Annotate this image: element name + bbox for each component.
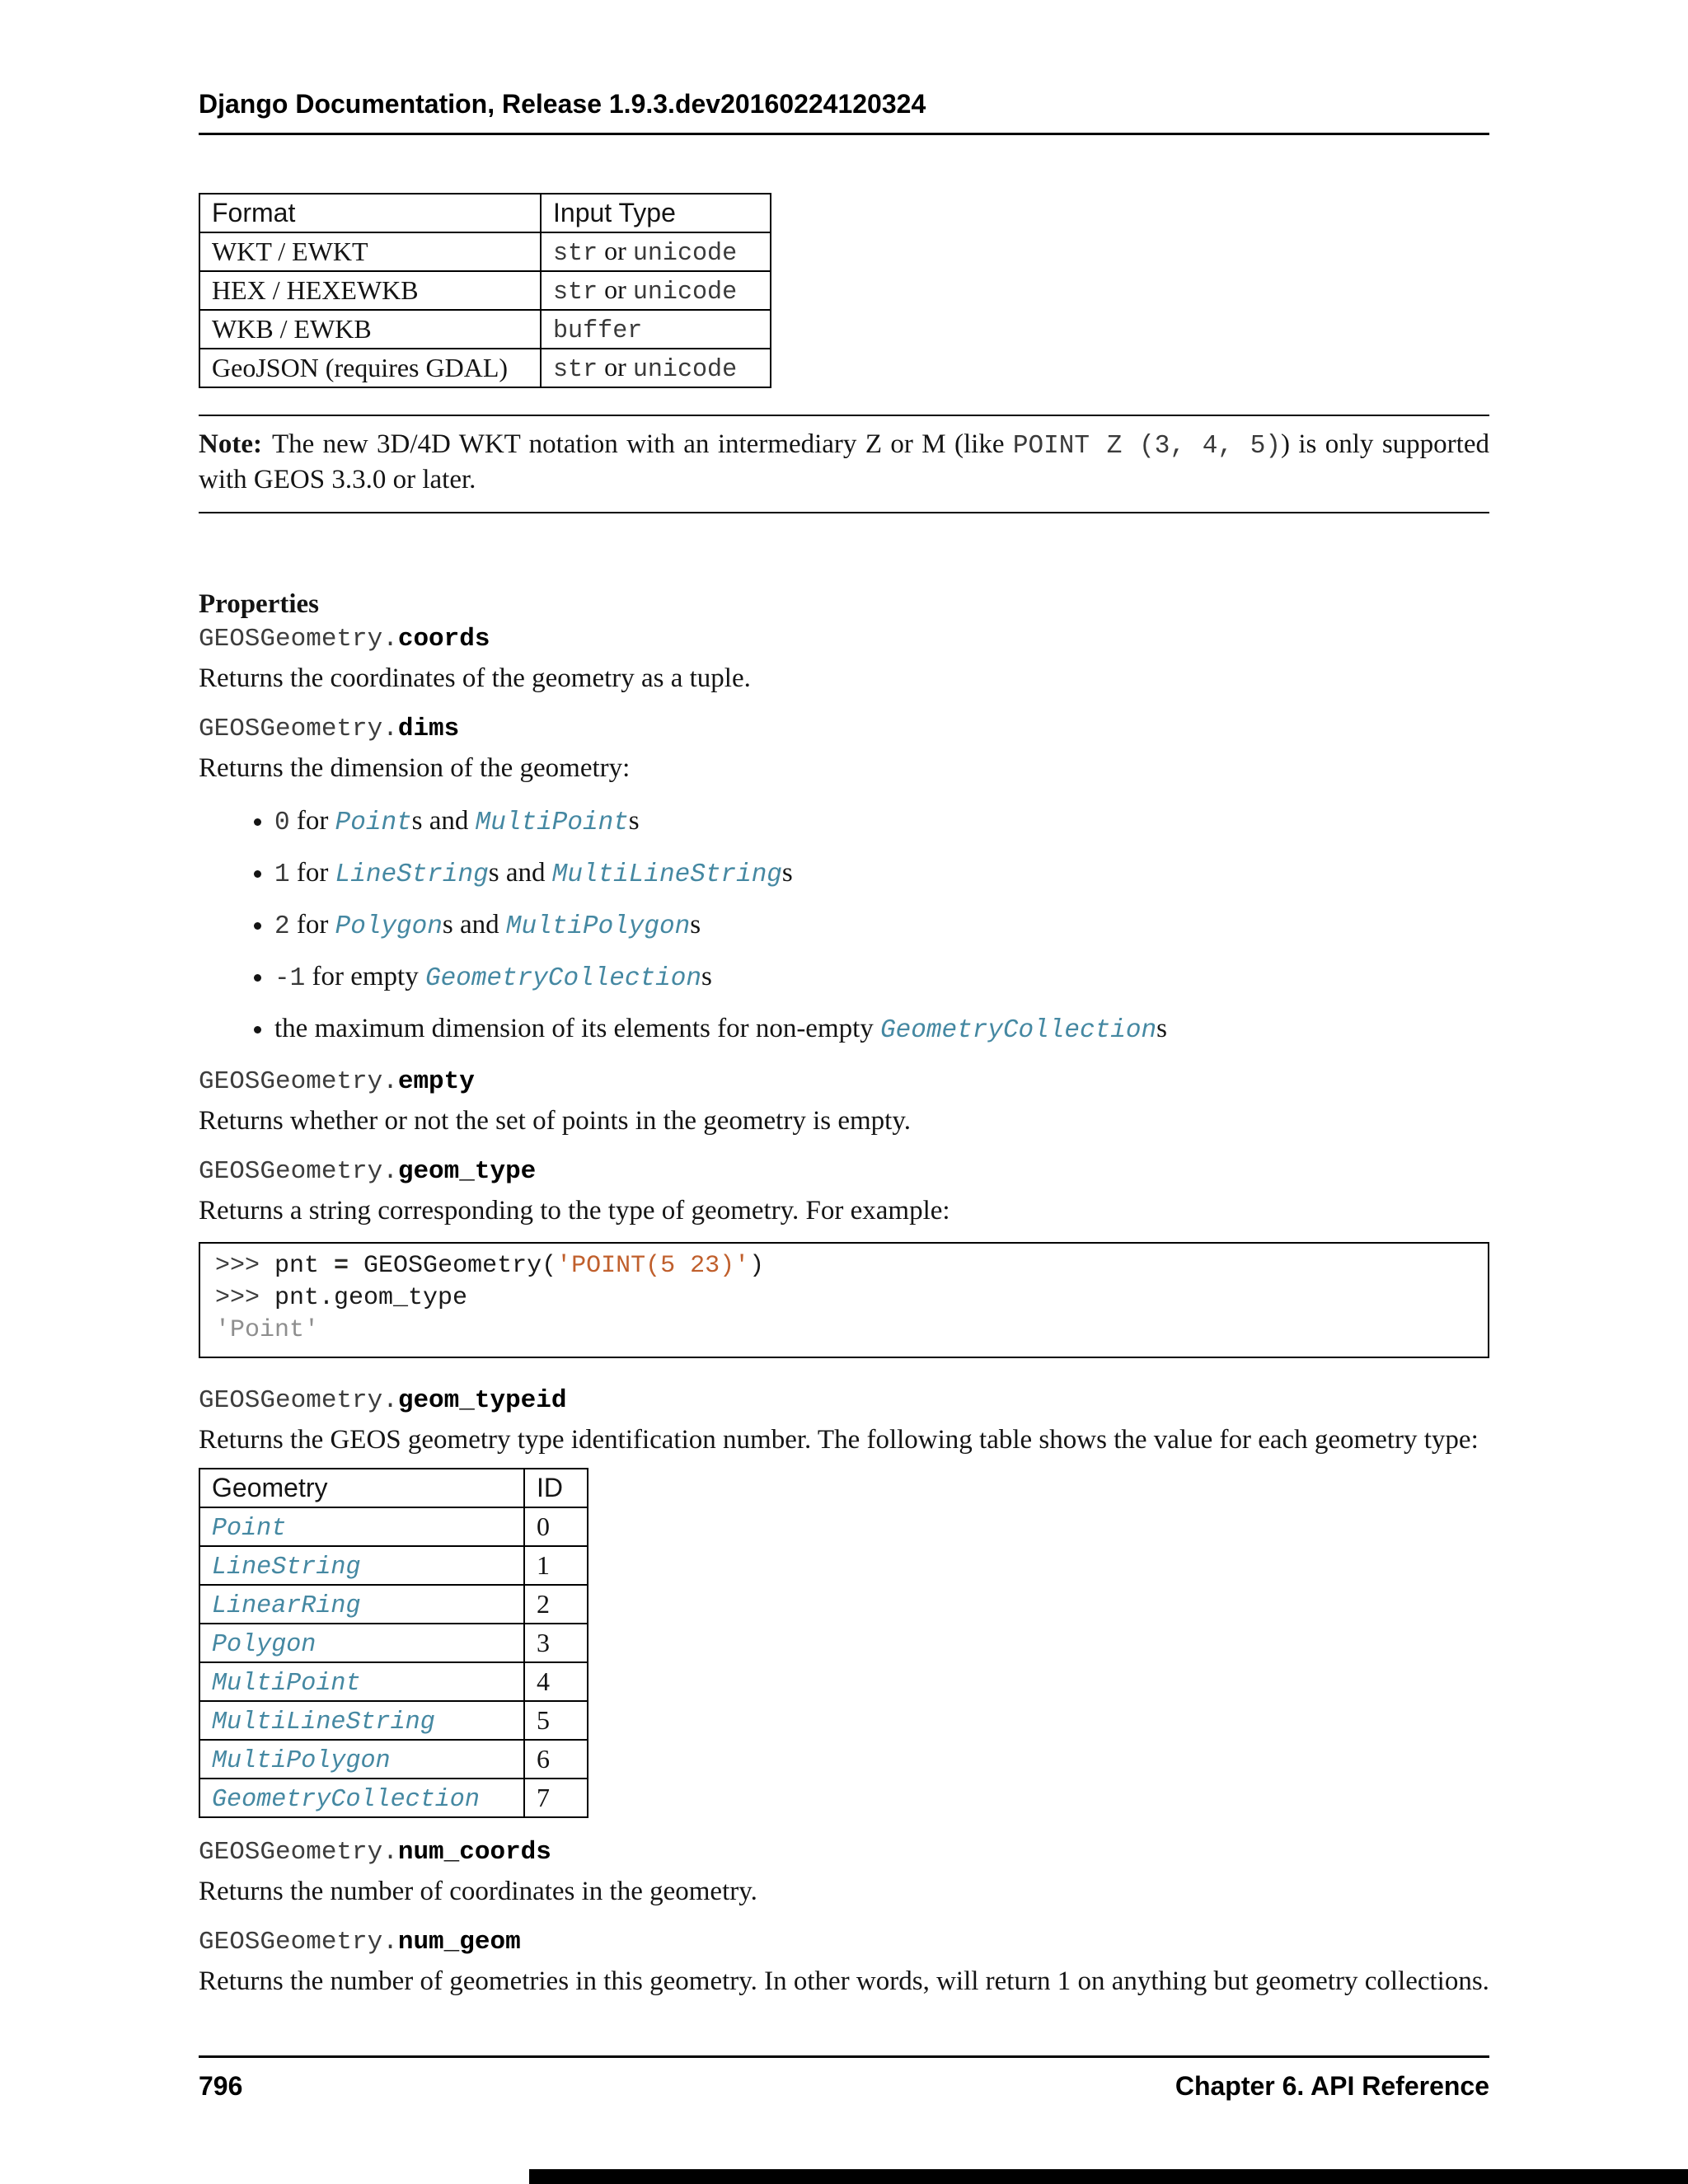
inline-code: -1 xyxy=(274,964,306,993)
geometry-type-link[interactable]: MultiPolygon xyxy=(505,912,691,941)
text-segment: Returns a string corresponding to the type of geometry. For example: xyxy=(199,1196,950,1226)
text-segment: s and xyxy=(488,858,552,888)
property-description xyxy=(199,1194,1489,1227)
table-cell xyxy=(524,1662,588,1701)
header-title: Django Documentation, Release 1.9.3.dev20160224120324 xyxy=(199,89,926,119)
property-name: dims xyxy=(397,715,460,743)
python-console-code-block xyxy=(199,1242,1489,1358)
footer-rule xyxy=(199,2055,1489,2058)
table-cell xyxy=(524,1779,588,1817)
text-segment: GEOSGeometry( xyxy=(349,1252,557,1280)
property-name: empty xyxy=(397,1067,475,1096)
geometry-type-link[interactable]: MultiPolygon xyxy=(212,1747,391,1775)
text-segment: 'Point' xyxy=(215,1316,320,1344)
table-cell xyxy=(199,232,541,271)
text-segment: 0 xyxy=(537,1511,550,1541)
text-segment: s xyxy=(781,858,793,888)
property-description xyxy=(199,662,1489,695)
geometry-type-link[interactable]: LineString xyxy=(212,1554,361,1582)
property-name: geom_type xyxy=(397,1157,537,1186)
text-segment: Returns the coordinates of the geometry as a tuple. xyxy=(199,663,751,693)
table-cell xyxy=(199,1507,524,1546)
inline-code: str xyxy=(553,356,598,384)
table-row xyxy=(199,1740,588,1779)
text-segment: 'POINT(5 23)' xyxy=(556,1252,750,1280)
dims-bullet-list xyxy=(199,804,1489,1047)
text-segment: HEX / HEXEWKB xyxy=(212,275,419,305)
code-line xyxy=(215,1282,1473,1315)
table-row xyxy=(199,1701,588,1740)
table-cell xyxy=(541,232,771,271)
list-item xyxy=(274,804,1489,840)
column-header-geometry: Geometry xyxy=(199,1469,524,1507)
text-segment: s and xyxy=(442,910,506,940)
code-line xyxy=(215,1250,1473,1282)
chapter-reference: Chapter 6. API Reference xyxy=(1175,2071,1489,2101)
table-row xyxy=(199,310,771,349)
property-name: num_coords xyxy=(397,1838,551,1867)
text-segment: Returns whether or not the set of points in the geometry is empty. xyxy=(199,1106,911,1136)
text-segment: GeoJSON (requires GDAL) xyxy=(212,353,509,382)
text-segment: for xyxy=(289,910,335,940)
table-cell xyxy=(199,1662,524,1701)
text-segment: 3 xyxy=(537,1628,550,1657)
list-item xyxy=(274,1012,1489,1047)
table-cell xyxy=(524,1546,588,1585)
text-segment: WKB / EWKB xyxy=(212,314,372,344)
geometry-id-table xyxy=(199,1468,588,1818)
text-segment: 7 xyxy=(537,1783,550,1812)
table-row xyxy=(199,1624,588,1662)
text-segment: Returns the dimension of the geometry: xyxy=(199,753,631,783)
code-line xyxy=(215,1315,1473,1347)
inline-code: str xyxy=(553,279,598,307)
text-segment: pnt.geom_type xyxy=(274,1284,468,1312)
text-segment: s xyxy=(701,962,712,991)
table-cell xyxy=(199,271,541,310)
property-description xyxy=(199,1423,1489,1456)
geometry-type-link[interactable]: LinearRing xyxy=(212,1592,361,1620)
inline-code: buffer xyxy=(553,317,643,345)
property-prefix: GEOSGeometry. xyxy=(199,715,398,743)
table-cell xyxy=(524,1740,588,1779)
text-segment: s and xyxy=(411,806,476,836)
text-segment: >>> xyxy=(215,1252,275,1280)
table-row xyxy=(199,1779,588,1817)
property-prefix: GEOSGeometry. xyxy=(199,1067,398,1096)
list-item xyxy=(274,960,1489,996)
column-header-input-type: Input Type xyxy=(541,194,771,232)
table-cell xyxy=(524,1585,588,1624)
table-row xyxy=(199,271,771,310)
property-prefix: GEOSGeometry. xyxy=(199,1928,398,1957)
header-rule xyxy=(199,133,1489,135)
text-segment: Returns the number of geometries in this geometry. In other words, will return 1 on anything but geometry collections. xyxy=(199,1966,1489,1996)
text-segment: or xyxy=(598,274,633,304)
text-segment: the maximum dimension of its elements for non-empty xyxy=(274,1014,881,1043)
table-cell xyxy=(199,1701,524,1740)
property-name: coords xyxy=(397,625,490,654)
page-footer xyxy=(199,2055,1489,2102)
table-row xyxy=(199,1585,588,1624)
table-cell xyxy=(199,1624,524,1662)
bottom-black-bar xyxy=(529,2169,1688,2184)
geometry-type-link[interactable]: GeometryCollection xyxy=(424,964,701,993)
note-admonition xyxy=(199,415,1489,513)
table-cell xyxy=(524,1701,588,1740)
inline-code: 1 xyxy=(274,860,290,889)
table-cell xyxy=(199,349,541,387)
property-name: geom_typeid xyxy=(397,1386,567,1415)
text-segment: The new 3D/4D WKT notation with an intermediary Z or M (like xyxy=(271,429,1013,459)
note-body xyxy=(199,429,1489,494)
inline-code: str xyxy=(553,240,598,268)
property-description xyxy=(199,1104,1489,1137)
text-segment: for empty xyxy=(305,962,425,991)
text-segment: or xyxy=(598,352,633,382)
property-num-coords xyxy=(199,1838,1489,1867)
property-prefix: GEOSGeometry. xyxy=(199,625,398,654)
page-number: 796 xyxy=(199,2071,243,2101)
text-segment: s xyxy=(1156,1014,1167,1043)
property-name: num_geom xyxy=(397,1928,521,1957)
text-segment: Returns the GEOS geometry type identification number. The following table shows the value for each geometry type: xyxy=(199,1425,1479,1455)
geometry-type-link[interactable]: Polygon xyxy=(212,1631,316,1659)
text-segment: pnt xyxy=(274,1252,335,1280)
geometry-type-link[interactable]: MultiPoint xyxy=(212,1670,361,1698)
text-segment: 2 xyxy=(537,1589,550,1619)
property-prefix: GEOSGeometry. xyxy=(199,1838,398,1867)
property-description xyxy=(199,752,1489,785)
text-segment: for xyxy=(289,806,335,836)
table-cell xyxy=(199,1546,524,1585)
geometry-type-link[interactable]: MultiLineString xyxy=(551,860,782,889)
table-row xyxy=(199,1546,588,1585)
geometry-type-link[interactable]: Point xyxy=(212,1515,287,1543)
text-segment: for xyxy=(289,858,335,888)
table-row xyxy=(199,1662,588,1701)
property-geom-typeid xyxy=(199,1386,1489,1415)
table-cell xyxy=(199,1779,524,1817)
inline-code: unicode xyxy=(632,356,738,384)
table-header-row xyxy=(199,1469,588,1507)
table-cell xyxy=(199,1740,524,1779)
property-empty xyxy=(199,1067,1489,1096)
table-cell xyxy=(524,1507,588,1546)
table-cell xyxy=(541,310,771,349)
table-row xyxy=(199,232,771,271)
property-coords xyxy=(199,625,1489,654)
property-dims xyxy=(199,715,1489,743)
inline-code: POINT Z (3, 4, 5) xyxy=(1012,432,1281,461)
table-cell xyxy=(199,310,541,349)
geometry-type-link[interactable]: MultiPoint xyxy=(475,808,629,837)
property-description xyxy=(199,1875,1489,1908)
text-segment: WKT / EWKT xyxy=(212,237,368,266)
table-cell xyxy=(541,271,771,310)
text-segment: ) xyxy=(749,1252,765,1280)
text-segment: ) is only supported with GEOS 3.3.0 or later. xyxy=(199,429,1489,494)
text-segment: s xyxy=(628,806,640,836)
column-header-id: ID xyxy=(524,1469,588,1507)
table-row xyxy=(199,349,771,387)
text-segment: 4 xyxy=(537,1666,550,1696)
geometry-type-link[interactable]: LineString xyxy=(335,860,489,889)
property-prefix: GEOSGeometry. xyxy=(199,1386,398,1415)
text-segment: Returns the number of coordinates in the geometry. xyxy=(199,1877,757,1906)
list-item xyxy=(274,908,1489,944)
property-geom-type xyxy=(199,1157,1489,1186)
inline-code: unicode xyxy=(632,279,738,307)
inline-code: unicode xyxy=(632,240,738,268)
text-segment: >>> xyxy=(215,1284,275,1312)
property-prefix: GEOSGeometry. xyxy=(199,1157,398,1186)
text-segment: 1 xyxy=(537,1550,550,1580)
note-label: Note: xyxy=(199,429,262,459)
property-num-geom xyxy=(199,1928,1489,1957)
properties-heading: Properties xyxy=(199,589,320,619)
geometry-type-link[interactable]: GeometryCollection xyxy=(880,1016,1157,1045)
list-item xyxy=(274,856,1489,892)
table-row xyxy=(199,1507,588,1546)
inline-code: 2 xyxy=(274,912,290,941)
column-header-format: Format xyxy=(199,194,541,232)
text-segment: = xyxy=(334,1252,349,1280)
geometry-type-link[interactable]: Polygon xyxy=(335,912,443,941)
geometry-type-link[interactable]: GeometryCollection xyxy=(212,1786,480,1814)
format-input-type-table xyxy=(199,193,771,388)
text-segment: s xyxy=(690,910,701,940)
table-cell xyxy=(541,349,771,387)
table-cell xyxy=(524,1624,588,1662)
inline-code: 0 xyxy=(274,808,290,837)
text-segment: or xyxy=(598,236,633,265)
geometry-type-link[interactable]: MultiLineString xyxy=(212,1708,435,1736)
page-header xyxy=(199,0,1489,135)
geometry-type-link[interactable]: Point xyxy=(335,808,412,837)
table-cell xyxy=(199,1585,524,1624)
property-description xyxy=(199,1965,1489,1998)
table-header-row xyxy=(199,194,771,232)
text-segment: 5 xyxy=(537,1705,550,1735)
text-segment: 6 xyxy=(537,1744,550,1774)
